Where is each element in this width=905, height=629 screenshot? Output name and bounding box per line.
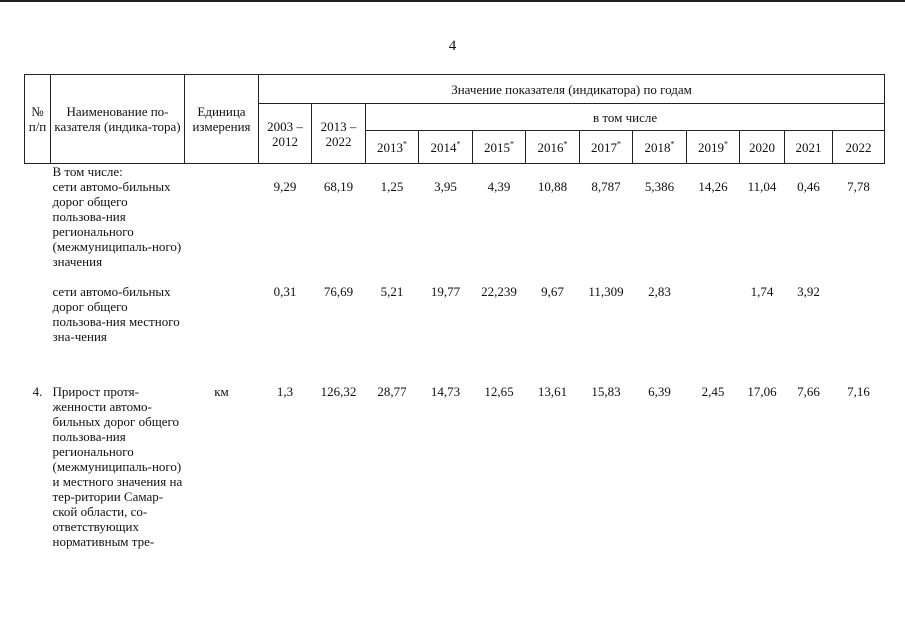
cell: 3,92	[797, 284, 820, 299]
cell: 1,74	[750, 284, 774, 299]
cell: 12,65	[484, 384, 514, 399]
cell: 68,19	[323, 179, 354, 194]
header-period-1: 2003 – 2012	[259, 104, 312, 164]
cell: 6,39	[648, 384, 671, 399]
indicator-table	[24, 74, 885, 549]
cell: 10,88	[537, 179, 568, 194]
row-name: сети автомо-бильных дорог общего пользова-ния местного зна-чения	[52, 284, 180, 344]
header-name: Наименование по-казателя (индика-тора)	[51, 75, 185, 164]
table-row	[25, 384, 885, 549]
header-year: 2020	[740, 131, 785, 164]
cell: 14,26	[698, 179, 728, 194]
table-row	[25, 284, 885, 384]
cell: 2,45	[701, 384, 725, 399]
cell: 126,32	[320, 384, 357, 399]
row-name: Прирост протя-женности автомо-бильных дорог общего пользова-ния регионального (межмуниципаль-ного) и местного значения на тер-ритории Самар-ской области, со-ответствующих нормативным тре-	[52, 384, 183, 549]
cell: 0,46	[797, 179, 820, 194]
header-year: 2015*	[473, 131, 526, 164]
cell: 14,73	[430, 384, 461, 399]
cell	[833, 284, 885, 384]
table-row	[25, 179, 885, 284]
header-unit: Единица измерения	[185, 75, 259, 164]
cell: 28,77	[377, 384, 407, 399]
cell: 17,06	[747, 384, 777, 399]
header-year: 2014*	[419, 131, 473, 164]
row-name: сети автомо-бильных дорог общего пользова-ния регионального (межмуниципаль-ного) значения	[52, 179, 182, 269]
row-name: В том числе:	[52, 164, 123, 179]
row-number: 4.	[32, 384, 43, 399]
page-number: 4	[448, 38, 457, 54]
header-year: 2018*	[633, 131, 687, 164]
cell: 9,29	[273, 179, 297, 194]
table-row	[25, 164, 885, 180]
top-rule	[0, 0, 905, 2]
cell	[687, 284, 740, 384]
cell: 76,69	[323, 284, 354, 299]
header-period-2: 2013 – 2022	[312, 104, 366, 164]
cell: 13,61	[537, 384, 568, 399]
header-year: 2017*	[580, 131, 633, 164]
header-including: в том числе	[366, 104, 885, 131]
cell: 19,77	[430, 284, 461, 299]
cell: 2,83	[648, 284, 671, 299]
header-year: 2019*	[687, 131, 740, 164]
cell: 15,83	[591, 384, 621, 399]
cell: 1,3	[276, 384, 294, 399]
cell: 5,386	[644, 179, 675, 194]
cell: 5,21	[380, 284, 404, 299]
header-year: 2022	[833, 131, 885, 164]
cell: 7,16	[847, 384, 870, 399]
row-unit: км	[214, 384, 229, 399]
cell: 9,67	[541, 284, 564, 299]
cell: 3,95	[434, 179, 457, 194]
cell: 4,39	[487, 179, 511, 194]
cell: 1,25	[380, 179, 404, 194]
header-year: 2021	[785, 131, 833, 164]
header-year: 2016*	[526, 131, 580, 164]
cell: 11,04	[747, 179, 777, 194]
cell: 22,239	[481, 284, 517, 299]
header-no: № п/п	[25, 75, 51, 164]
cell: 7,66	[797, 384, 820, 399]
cell: 8,787	[591, 179, 621, 194]
header-year: 2013*	[366, 131, 419, 164]
header-values: Значение показателя (индикатора) по годам	[259, 75, 885, 104]
cell: 11,309	[588, 284, 624, 299]
cell: 0,31	[273, 284, 297, 299]
cell: 7,78	[847, 179, 870, 194]
